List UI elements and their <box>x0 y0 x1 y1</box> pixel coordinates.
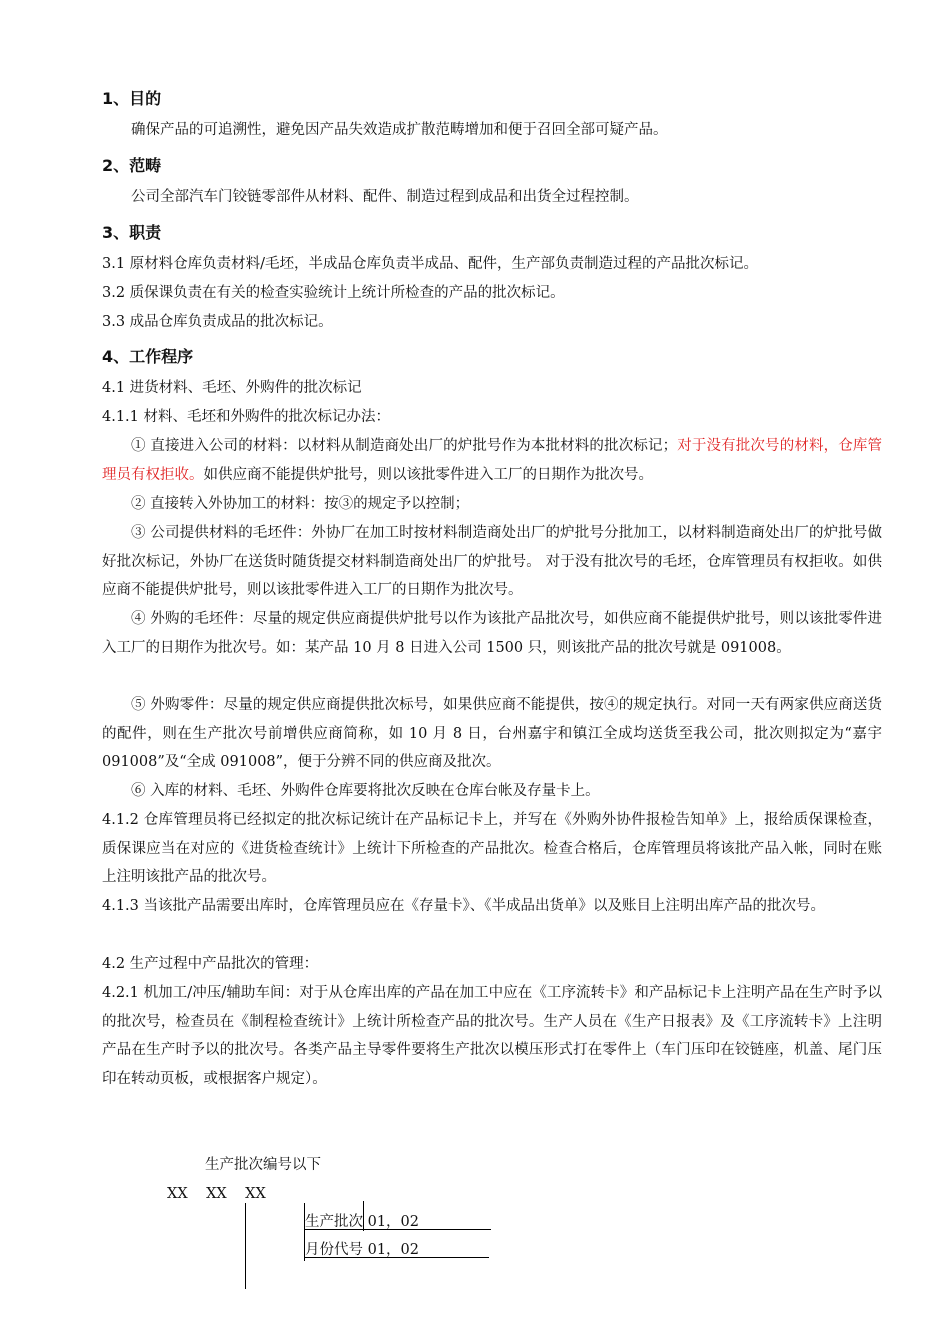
item-2-paragraph: ② 直接转入外协加工的材料：按③的规定予以控制； <box>131 496 470 512</box>
clause-4-1: 4.1 进货材料、毛坯、外购件的批次标记 <box>102 380 362 396</box>
clause-4-1-3: 4.1.3 当该批产品需要出库时，仓库管理员应在《存量卡》、《半成品出货单》以及账目上注明出库产品的批次号。 <box>102 898 825 914</box>
diagram-title: 生产批次编号以下 <box>205 1157 321 1173</box>
item-1-paragraph <box>102 432 882 489</box>
responsibility-item: 3.1 原材料仓库负责材料/毛坯，半成品仓库负责半成品、配件，生产部负责制造过程的产品批次标记。 <box>102 256 759 272</box>
item-1-warning: 对于没有批次号的材料，仓库管理员有权拒收。 <box>102 438 882 483</box>
responsibility-item: 3.2 质保课负责在有关的检查实验统计上统计所检查的产品的批次标记。 <box>102 285 565 301</box>
month-underline <box>305 1257 489 1258</box>
responsibility-item: 3.3 成品仓库负责成品的批次标记。 <box>102 314 333 330</box>
clause-4-2: 4.2 生产过程中产品批次的管理： <box>102 956 319 972</box>
clause-4-1-1: 4.1.1 材料、毛坯和外购件的批次标记办法： <box>102 409 391 425</box>
item-3-paragraph: ③ 公司提供材料的毛坯件：外协厂在加工时按材料制造商处出厂的炉批号分批加工，以材料制造商处出厂的炉批号做好批次标记，外协厂在送货时随货提交材料制造商处出厂的炉批号。 对于没有批次号的毛坯，仓库管理员有权拒收。如供应商不能提供炉批号，则以该批零件进入工厂的日期作为批次号。 <box>102 525 882 599</box>
clause-4-1-2: 4.1.2 仓库管理员将已经拟定的批次标记统计在产品标记卡上，并写在《外购外协件报检告知单》上，报给质保课检查，质保课应当在对应的《进货检查统计》上统计下所检查的产品批次。检查合格后，仓库管理员将该批产品入帐，同时在账上注明该批产品的批次号。 <box>102 812 882 886</box>
item-4-paragraph: ④ 外购的毛坯件：尽量的规定供应商提供炉批号以作为该批产品批次号，如供应商不能提供炉批号，则以该批零件进入工厂的日期作为批次号。如：某产品 10 月 8 日进入公司 1500 只，则该批产品的批次号就是 091008。 <box>102 611 882 656</box>
purpose-text: 确保产品的可追溯性，避免因产品失效造成扩散范畴增加和便于召回全部可疑产品。 <box>131 122 668 138</box>
item-1-text: ① 直接进入公司的材料：以材料从制造商处出厂的炉批号作为本批材料的批次标记； <box>131 438 678 454</box>
scope-text: 公司全部汽车门铰链零部件从材料、配件、制造过程到成品和出货全过程控制。 <box>131 189 639 205</box>
heading-procedure: 4、工作程序 <box>102 347 194 366</box>
item-5-paragraph: ⑤ 外购零件：尽量的规定供应商提供批次标号，如果供应商不能提供，按④的规定执行。对同一天有两家供应商送货的配件，则在生产批次号前增供应商简称，如 10 月 8 日，台州嘉宇和镇江全成均送货至我公司，批次则拟定为“嘉宇 091008”及“全成 091008”，便于分辨不同的供应商及批次。 <box>102 697 882 771</box>
batch-number-label: 生产批次 01，02 <box>305 1214 420 1230</box>
heading-responsibility: 3、职责 <box>102 223 162 242</box>
clause-4-2-1: 4.2.1 机加工/冲压/辅助车间：对于从仓库出库的产品在加工中应在《工序流转卡》和产品标记卡上注明产品在生产时予以的批次号，检查员在《制程检查统计》上统计所检查产品的批次号。生产人员在《生产日报表》及《工序流转卡》上注明产品在生产时予以的批次号。各类产品主导零件要将生产批次以模压形式打在零件上（车门压印在铰链座，机盖、尾门压印在转动页板，或根据客户规定）。 <box>102 985 882 1088</box>
heading-scope: 2、范畴 <box>102 156 162 175</box>
month-code-label: 月份代号 01，02 <box>305 1242 420 1258</box>
batch-code-format: XX XX XX <box>167 1186 266 1202</box>
item-6-paragraph: ⑥ 入库的材料、毛坯、外购件仓库要将批次反映在仓库台帐及存量卡上。 <box>131 783 600 799</box>
heading-purpose: 1、目的 <box>102 89 162 108</box>
connector-line-year <box>245 1203 246 1289</box>
item-1-text-end: 如供应商不能提供炉批号，则以该批零件进入工厂的日期作为批次号。 <box>203 466 653 483</box>
batch-underline <box>305 1229 491 1230</box>
